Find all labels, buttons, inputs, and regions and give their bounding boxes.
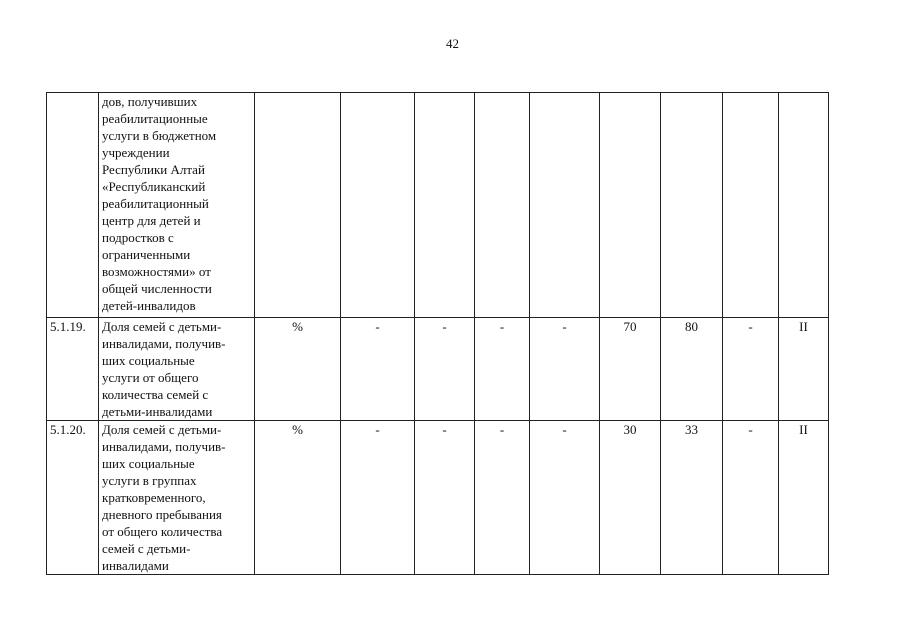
indicator-text-line: услуги в группах	[102, 473, 197, 488]
indicator-text-line: Республики Алтай	[102, 162, 205, 177]
value-cell	[341, 93, 415, 318]
table-row	[47, 93, 829, 318]
indicator-text-line: инвалидами	[102, 558, 169, 573]
indicator-text-line: ших социальные	[102, 456, 195, 471]
value-cell: 33	[661, 421, 723, 575]
value-cell: -	[415, 318, 475, 421]
indicator-text-line: инвалидами, получив-	[102, 336, 226, 351]
indicator-name-cell	[99, 93, 255, 318]
value-cell: -	[530, 318, 600, 421]
indicator-text-line: детьми-инвалидами	[102, 404, 213, 419]
value-cell: -	[475, 421, 530, 575]
indicator-text-line: ограниченными	[102, 247, 191, 262]
table-row	[47, 421, 829, 575]
indicator-name-cell	[99, 318, 255, 421]
value-cell: 80	[661, 318, 723, 421]
indicator-text-line: количества семей с	[102, 387, 209, 402]
value-cell	[530, 93, 600, 318]
value-cell: -	[415, 421, 475, 575]
indicator-text-line: учреждении	[102, 145, 170, 160]
indicator-text-line: Доля семей с детьми-	[102, 422, 222, 437]
value-cell: -	[475, 318, 530, 421]
value-cell	[600, 93, 661, 318]
indicator-text-line: дов, получивших	[102, 94, 198, 109]
indicator-text-line: возможностями» от	[102, 264, 211, 279]
value-cell: -	[341, 318, 415, 421]
indicator-text-line: центр для детей и	[102, 213, 201, 228]
indicator-text-line: услуги в бюджетном	[102, 128, 217, 143]
indicator-text-line: семей с детьми-	[102, 541, 191, 556]
indicator-text-line: общей численности	[102, 281, 212, 296]
unit-cell: %	[255, 421, 341, 575]
indicator-text-line: реабилитационный	[102, 196, 209, 211]
indicator-text-line: инвалидами, получив-	[102, 439, 226, 454]
table-row	[47, 318, 829, 421]
page-number: 42	[446, 36, 459, 51]
indicator-text-line: ших социальные	[102, 353, 195, 368]
unit-cell: %	[255, 318, 341, 421]
value-cell: 70	[600, 318, 661, 421]
value-cell	[779, 93, 829, 318]
value-cell	[415, 93, 475, 318]
indicator-text-line: дневного пребывания	[102, 507, 222, 522]
indicators-table	[46, 92, 829, 575]
value-cell: -	[723, 318, 779, 421]
indicator-text-line: от общего количества	[102, 524, 223, 539]
indicator-text-line: детей-инвалидов	[102, 298, 196, 313]
value-cell: -	[341, 421, 415, 575]
indicator-text-line: реабилитационные	[102, 111, 208, 126]
value-cell	[475, 93, 530, 318]
value-cell: II	[779, 421, 829, 575]
unit-cell	[255, 93, 341, 318]
indicator-text-line: «Республиканский	[102, 179, 206, 194]
value-cell: II	[779, 318, 829, 421]
value-cell: -	[530, 421, 600, 575]
indicator-text-line: кратковременного,	[102, 490, 206, 505]
row-number-cell: 5.1.19.	[47, 318, 99, 421]
value-cell: -	[723, 421, 779, 575]
indicator-name-cell	[99, 421, 255, 575]
row-number-cell: 5.1.20.	[47, 421, 99, 575]
value-cell: 30	[600, 421, 661, 575]
indicator-text-line: услуги от общего	[102, 370, 199, 385]
indicator-text-line: Доля семей с детьми-	[102, 319, 222, 334]
indicator-text-line: подростков с	[102, 230, 174, 245]
row-number-cell	[47, 93, 99, 318]
value-cell	[661, 93, 723, 318]
value-cell	[723, 93, 779, 318]
